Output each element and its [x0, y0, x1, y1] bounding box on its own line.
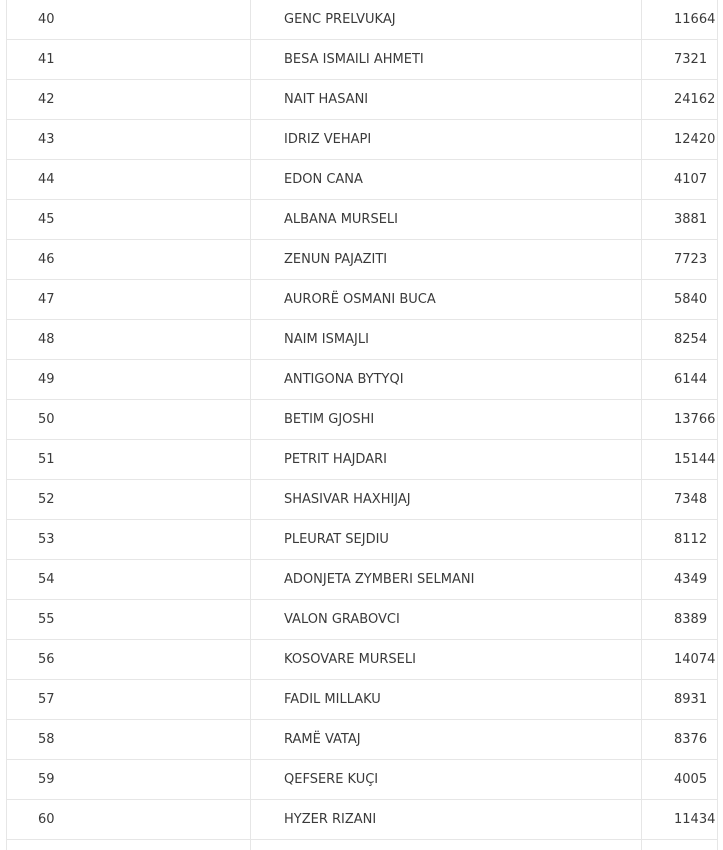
candidate-votes: 7348: [642, 480, 718, 520]
candidate-number: 51: [7, 440, 251, 480]
candidate-number: 58: [7, 720, 251, 760]
candidate-name: ANTIGONA BYTYQI: [251, 360, 642, 400]
candidate-votes: 3881: [642, 200, 718, 240]
candidate-number: 55: [7, 600, 251, 640]
candidate-votes: 7321: [642, 40, 718, 80]
candidate-number: 41: [7, 40, 251, 80]
candidate-votes: 13766: [642, 400, 718, 440]
candidate-number: 54: [7, 560, 251, 600]
candidate-name: RAMË VATAJ: [251, 720, 642, 760]
candidate-votes: 8389: [642, 600, 718, 640]
candidates-table-body: [7, 0, 718, 850]
candidate-number: 48: [7, 320, 251, 360]
table-row-partial: [7, 840, 718, 850]
candidate-name: [251, 840, 642, 850]
candidate-number: 45: [7, 200, 251, 240]
candidate-name: BETIM GJOSHI: [251, 400, 642, 440]
candidate-name: QEFSERE KUÇI: [251, 760, 642, 800]
candidate-votes: 6144: [642, 360, 718, 400]
candidate-name: ALBANA MURSELI: [251, 200, 642, 240]
candidate-number: 40: [7, 0, 251, 40]
candidate-votes: 8112: [642, 520, 718, 560]
candidate-number: 50: [7, 400, 251, 440]
candidate-votes: 7723: [642, 240, 718, 280]
candidate-votes: 8376: [642, 720, 718, 760]
candidate-name: GENC PRELVUKAJ: [251, 0, 642, 40]
candidate-number: 43: [7, 120, 251, 160]
candidate-votes: 4349: [642, 560, 718, 600]
candidate-votes: 24162: [642, 80, 718, 120]
candidate-name: EDON CANA: [251, 160, 642, 200]
candidate-number: 44: [7, 160, 251, 200]
table-row: [7, 800, 718, 840]
candidate-number: 57: [7, 680, 251, 720]
candidate-votes: 12420: [642, 120, 718, 160]
candidate-name: VALON GRABOVCI: [251, 600, 642, 640]
table-row: [7, 0, 718, 40]
table-row: [7, 240, 718, 280]
candidate-votes: 15144: [642, 440, 718, 480]
table-row: [7, 440, 718, 480]
table-row: [7, 600, 718, 640]
candidate-number: 46: [7, 240, 251, 280]
candidate-name: BESA ISMAILI AHMETI: [251, 40, 642, 80]
candidate-name: SHASIVAR HAXHIJAJ: [251, 480, 642, 520]
candidate-number: 60: [7, 800, 251, 840]
candidate-number: 42: [7, 80, 251, 120]
table-row: [7, 520, 718, 560]
candidate-votes: 14074: [642, 640, 718, 680]
candidate-number: 52: [7, 480, 251, 520]
candidate-votes: [642, 840, 718, 850]
candidate-number: 59: [7, 760, 251, 800]
candidate-name: PETRIT HAJDARI: [251, 440, 642, 480]
table-row: [7, 680, 718, 720]
candidate-votes: 5840: [642, 280, 718, 320]
candidate-number: 53: [7, 520, 251, 560]
candidate-votes: 4107: [642, 160, 718, 200]
table-row: [7, 360, 718, 400]
candidate-votes: 11664: [642, 0, 718, 40]
candidate-number: [7, 840, 251, 850]
candidate-name: PLEURAT SEJDIU: [251, 520, 642, 560]
table-row: [7, 560, 718, 600]
table-row: [7, 480, 718, 520]
candidate-votes: 11434: [642, 800, 718, 840]
table-row: [7, 80, 718, 120]
table-row: [7, 120, 718, 160]
candidate-votes: 4005: [642, 760, 718, 800]
candidate-name: ADONJETA ZYMBERI SELMANI: [251, 560, 642, 600]
candidate-name: ZENUN PAJAZITI: [251, 240, 642, 280]
candidate-name: NAIT HASANI: [251, 80, 642, 120]
candidate-name: FADIL MILLAKU: [251, 680, 642, 720]
table-row: [7, 160, 718, 200]
table-row: [7, 640, 718, 680]
table-row: [7, 320, 718, 360]
candidate-name: HYZER RIZANI: [251, 800, 642, 840]
table-row: [7, 400, 718, 440]
candidate-name: NAIM ISMAJLI: [251, 320, 642, 360]
candidate-name: IDRIZ VEHAPI: [251, 120, 642, 160]
candidate-name: AURORË OSMANI BUCA: [251, 280, 642, 320]
candidate-number: 56: [7, 640, 251, 680]
table-row: [7, 760, 718, 800]
candidate-votes: 8254: [642, 320, 718, 360]
candidate-name: KOSOVARE MURSELI: [251, 640, 642, 680]
candidate-number: 49: [7, 360, 251, 400]
table-row: [7, 720, 718, 760]
table-row: [7, 40, 718, 80]
candidate-number: 47: [7, 280, 251, 320]
candidate-votes: 8931: [642, 680, 718, 720]
table-row: [7, 200, 718, 240]
table-row: [7, 280, 718, 320]
candidates-table: [6, 0, 718, 850]
